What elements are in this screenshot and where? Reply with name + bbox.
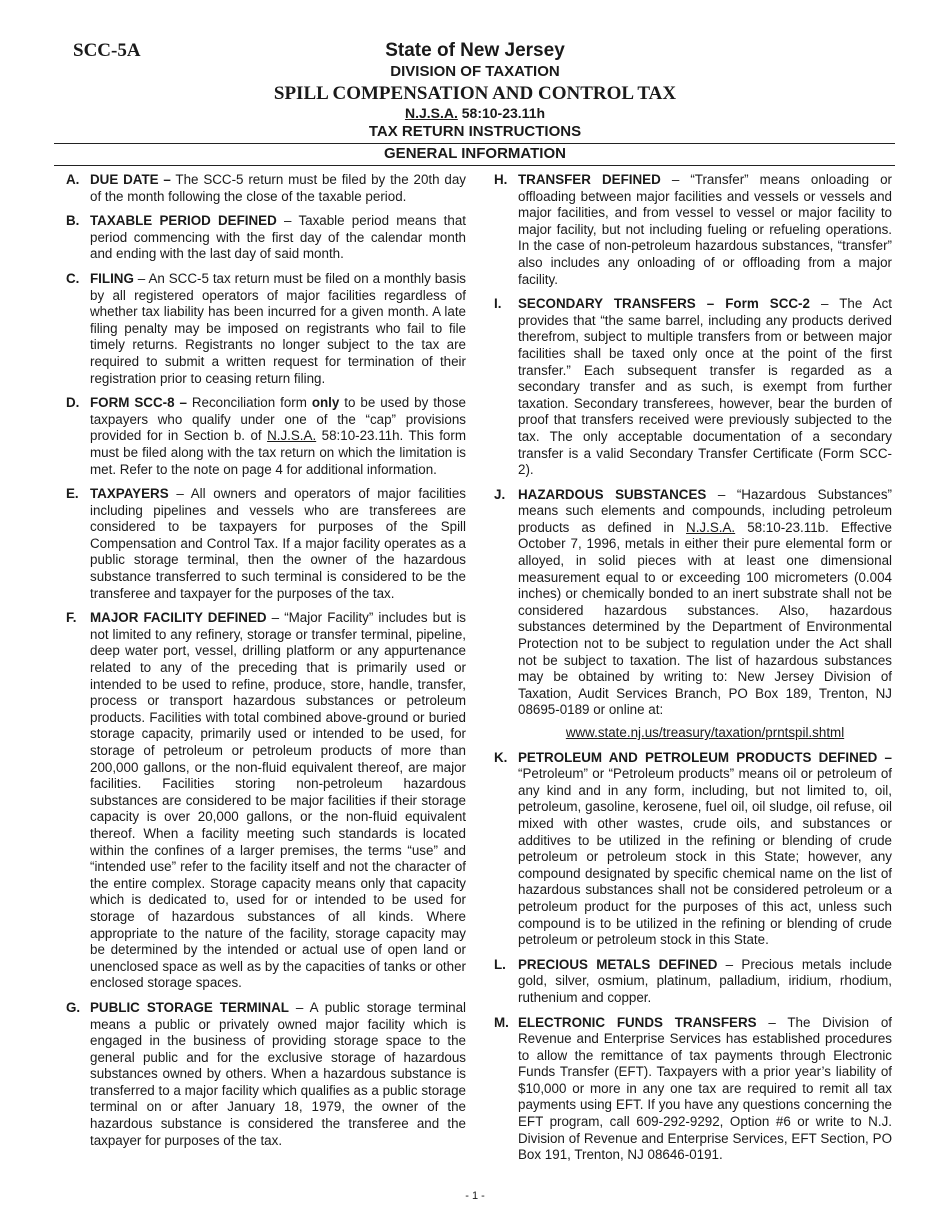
item-title: TAXPAYERS xyxy=(90,486,169,502)
item-text: – A public storage terminal means a public or privately owned major facility which is engaged in the business of providing storage space to the general public and for the exclusive storage of hazardous substances owned by others. When a hazardous substance is transferred to a major facility which qualifies as a public storage terminal on or after January 18, 1979, the owner of the hazardous substance is considered the transferee and the taxpayer for purposes of the tax. xyxy=(90,999,467,1148)
item-letter: G. xyxy=(66,999,81,1015)
item-letter: H. xyxy=(494,172,508,187)
item-letter: I. xyxy=(494,296,502,312)
item-text: 58:10-23.11h. This form must be filed along with the tax return on which the limitation is met. Refer to the note on page 4 for additional information. xyxy=(90,428,466,477)
page-number: - 1 - xyxy=(465,1190,485,1202)
form-code: SCC-5A xyxy=(73,40,141,61)
item-letter: E. xyxy=(66,486,79,502)
item-text: to be used by those taxpayers who qualify under one of the “cap” provisions provided for in Section b. of xyxy=(90,395,466,444)
item-text: – The Division of Revenue and Enterprise Services has established procedures to allow the remittance of tax payments through Electronic Funds Transfer (EFT). Taxpayers with a prior year’s liability of $10,000 or more in any one tax are required to remit all tax payments using EFT. If you have any questions concerning the EFT program, call 609-292-9292, Option #6 or write to N.J. Division of Revenue and Enterprise Services, EFT Section, PO Box 191, Trenton, NJ 08646-0191. xyxy=(518,1014,893,1163)
item-title: TAXABLE PERIOD DEFINED xyxy=(90,213,277,229)
item-c xyxy=(64,271,466,387)
item-text: “Petroleum” or “Petroleum products” means oil or petroleum of any kind and in any form, including, but not limited to, oil, petroleum, gasoline, kerosene, fuel oil, oil sludge, oil refuse, oil mixed with other wastes, crude oils, and substances or additives to be utilized in the refining or blending of crude petroleum or petroleum stock in this State; however, any compound designated by specific chemical name on the list of hazardous substances shall not be considered petroleum or a petroleum product for the purposes of this act, unless such compound is to be utilized in the refining or blending of crude petroleum or petroleum stock in this State. xyxy=(518,766,892,948)
item-title: SECONDARY TRANSFERS – Form SCC-2 xyxy=(518,296,810,312)
item-letter: L. xyxy=(494,956,506,972)
item-text: – Taxable period means that period commencing with the first day of the calendar month and ending with the last day of said month. xyxy=(90,213,466,262)
item-l xyxy=(492,957,892,1007)
item-a xyxy=(64,172,466,205)
item-title: FORM SCC-8 – xyxy=(90,395,187,411)
item-text: – Precious metals include gold, silver, osmium, platinum, palladium, iridium, rhodium, ruthenium and copper. xyxy=(518,956,892,1005)
item-g xyxy=(64,1000,466,1149)
item-title: ELECTRONIC FUNDS TRANSFERS xyxy=(518,1014,757,1030)
tax-name-title: SPILL COMPENSATION AND CONTROL TAX xyxy=(273,83,677,104)
item-text: 58:10-23.11b. Effective October 7, 1996, metals in either their pure elemental form or alloyed, in solid pieces with at least one dimensional measurement equal to or exceeding 100 micrometers (0.004 inches) or chemically bonded to an inert substrate shall not be considered hazardous substances. Also, hazardous substances determined by the Department of Environmental Protection not to be subject to regulation under the Act shall not be subject to taxation. The list of hazardous substances may be obtained by writing to: New Jersey Division of Taxation, Audit Services Branch, PO Box 189, Trenton, NJ 08695-0189 or online at: xyxy=(518,519,892,718)
item-letter: M. xyxy=(494,1014,509,1030)
statute-number: 58:10-23.11h xyxy=(461,105,546,121)
header-rule-bottom xyxy=(54,165,895,166)
item-text: The SCC-5 return must be filed by the 20th day of the month following the close of the taxable period. xyxy=(90,172,466,204)
item-title: PUBLIC STORAGE TERMINAL xyxy=(90,999,289,1015)
statute-prefix: N.J.S.A. xyxy=(404,105,458,121)
item-title: PRECIOUS METALS DEFINED xyxy=(518,956,718,972)
header-rule-top xyxy=(54,143,895,144)
item-m xyxy=(492,1015,892,1164)
item-text: – All owners and operators of major facilities including pipelines and vessels who are transferees are considered to be taxpayers for purposes of the Spill Compensation and Control Tax. If a major facility operates as a public storage terminal, then the owner of the hazardous substance transferred to such terminal is considered to be the transferee and taxpayer for the purposes of the tax. xyxy=(90,486,466,601)
item-text: Reconciliation form xyxy=(186,395,312,411)
emphasis-only: only xyxy=(311,395,340,411)
item-title: DUE DATE – xyxy=(90,172,171,187)
right-column xyxy=(492,172,892,1172)
item-h xyxy=(492,172,892,288)
item-letter: A. xyxy=(66,172,80,187)
item-j xyxy=(492,487,892,719)
item-text: – “Major Facility” includes but is not limited to any refinery, storage or transfer terminal, pipeline, deep water port, vessel, drilling platform or any appurtenance related to any of the preceding that is primarily used or intended to be used to refine, produce, store, handle, transfer, process or transport hazardous substances or petroleum products. Facilities with total combined above-ground or buried storage capacity, primarily used or intended to be used, for storage of petroleum or petroleum products of more than 200,000 gallons, or the non-fluid equivalent thereof, are major facilities. Facilities storing non-petroleum hazardous substances are considered to be major facilities if their storage capacity is over 20,000 gallons, or the non-fluid equivalent thereof. When a facility meeting such standards is located within the confines of a larger premises, the terms “use” and “intended use” refer to the facility itself and not the character of the entire complex. Storage capacity means only that capacity which is dedicated to, used for or intended to be used for storage of hazardous substances of all kinds. Where appropriate to the nature of the facility, storage capacity may be determined by the intended or actual use of open land or unenclosed space as well as by the capacities of tanks or other enclosed storage spaces. xyxy=(90,610,467,991)
item-letter: F. xyxy=(66,610,77,626)
document-header xyxy=(0,40,950,141)
statute-ref: N.J.S.A. xyxy=(686,519,736,535)
item-letter: J. xyxy=(494,486,506,502)
statute-reference xyxy=(0,105,950,122)
item-text: – “Hazardous Substances” means such elements and compounds, including petroleum products as defined in xyxy=(518,486,893,535)
item-title: MAJOR FACILITY DEFINED xyxy=(90,610,267,626)
item-title: HAZARDOUS SUBSTANCES xyxy=(518,486,707,502)
hazardous-list-link[interactable]: www.state.nj.us/treasury/taxation/prntspil.shtml xyxy=(565,725,845,740)
state-title: State of New Jersey xyxy=(385,40,565,61)
item-letter: D. xyxy=(66,395,80,411)
item-f xyxy=(64,610,466,992)
statute-ref: N.J.S.A. xyxy=(267,428,317,444)
item-d xyxy=(64,395,466,478)
item-text: – “Transfer” means onloading or offloading between major facilities and vessels or vessels and major facilities, and from vessel to vessel or major facility to major facility, but not including fueling or refueling operations. In the case of non-petroleum hazardous substances, “transfer” also includes any onloading of or offloading from a major facility. xyxy=(518,172,892,287)
item-letter: K. xyxy=(494,749,508,765)
item-i xyxy=(492,296,892,479)
item-letter: C. xyxy=(66,270,80,286)
item-b xyxy=(64,213,466,263)
doc-type-title: TAX RETURN INSTRUCTIONS xyxy=(368,123,582,140)
item-e xyxy=(64,486,466,602)
item-title: TRANSFER DEFINED xyxy=(518,172,661,187)
item-text: – An SCC-5 tax return must be filed on a monthly basis by all registered operators of major facilities regardless of whether tax liability has been incurred for a given month. A late filing penalty may be imposed on registrants who fail to file timely returns. Registrants no longer subject to the tax are required to submit a written request for termination of their registration prior to ceasing return filing. xyxy=(90,270,466,386)
item-text: – The Act provides that “the same barrel, including any products derived therefrom, subject to multiple transfers from or between major facilities shall be taxed only once at the point of the first transfer.” Each subsequent transfer is regarded as a secondary transfer and as such, is exempt from further taxation. Secondary transferees, however, bear the burden of proof that transfers received were previously subjected to the tax. The only acceptable documentation of a secondary transfer is a valid Secondary Transfer Certificate (Form SCC-2). xyxy=(518,296,892,478)
item-letter: B. xyxy=(66,213,80,229)
item-title: FILING xyxy=(90,270,134,286)
division-title: DIVISION OF TAXATION xyxy=(390,63,560,80)
item-title: PETROLEUM AND PETROLEUM PRODUCTS DEFINED – xyxy=(518,749,892,765)
section-title: GENERAL INFORMATION xyxy=(384,145,566,162)
item-k xyxy=(492,750,892,949)
left-column xyxy=(64,172,466,1157)
